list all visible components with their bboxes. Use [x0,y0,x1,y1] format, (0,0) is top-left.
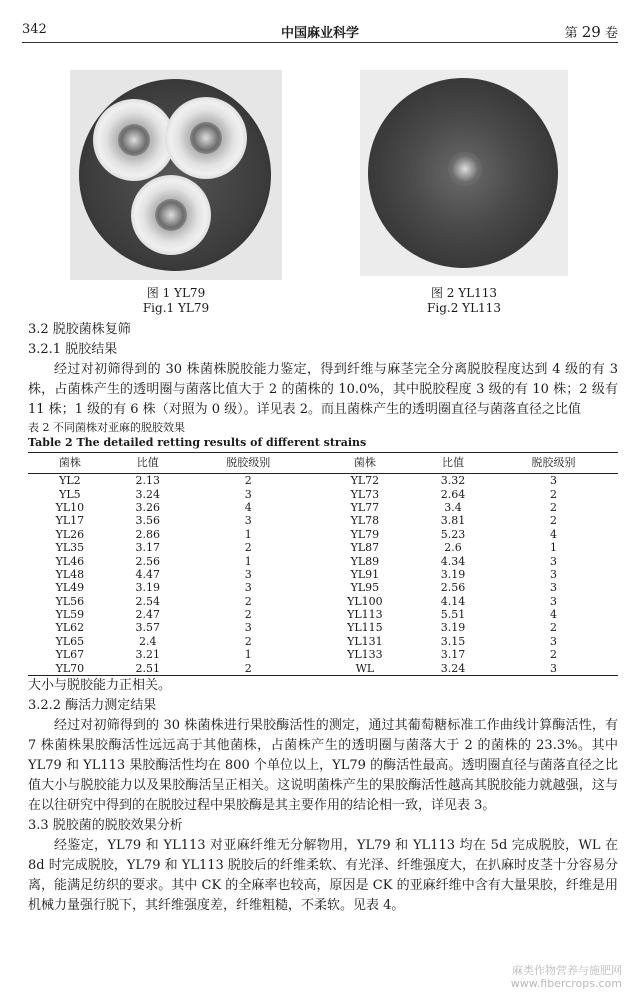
section-heading-3-2: 3.2 脱胶菌株复筛 [28,322,131,337]
table-cell: WL [313,661,417,675]
colony [118,124,150,156]
figure-1-caption [70,286,282,316]
table-row [28,608,618,621]
table-cell: 4.14 [440,594,466,608]
table-caption-cn: 表 2 不同菌株对亚麻的脱胶效果 [28,421,185,434]
table-cell: 2 [244,608,252,622]
figure-1-caption-en: Fig.1 YL79 [142,301,210,315]
table-cell: 3.57 [135,621,160,635]
table-cell: 3.17 [135,541,160,555]
table-cell: YL73 [350,487,380,501]
table-cell: 3.26 [135,500,160,514]
table-row [28,581,618,594]
table-cell: 3.24 [417,661,489,675]
column-header: 比值 [417,453,489,474]
table-cell: 3.24 [135,487,160,501]
figures-row [0,62,640,315]
table-cell: 4.47 [135,567,160,581]
table-cell: 3.17 [440,648,466,662]
table-cell: 4 [549,608,557,622]
table-cell: 3 [549,554,557,568]
table-cell: YL5 [59,487,81,501]
table-row [28,474,618,488]
table-cell: YL87 [350,541,380,555]
paragraph-retting-results: 经过对初筛得到的 30 株菌株脱胶能力鉴定，得到纤维与麻茎完全分离脱胶程度达到 4 级的有 3 株，占菌株产生的透明圈与菌落比值大于 2 的菌株的 10.0%，其中脱胶程度 3 级的有 10 株；2 级有 11 株；1 级的有 6 株（对照为 0 级）。详见表 2。而且菌株产生的透明圈直径与菌落直径之比值 [28,362,618,417]
table-cell: 3.19 [135,581,160,595]
column-header: 比值 [112,453,184,474]
table-cell: 2 [184,661,313,675]
table-cell: 2.86 [135,527,160,541]
table-cell: YL59 [55,608,85,622]
volume-prefix: 第 [564,26,578,41]
table-row [28,487,618,500]
table-cell: 2.47 [135,608,160,622]
table-cell: YL133 [347,648,383,662]
table-cell: 3.81 [440,514,466,528]
table-cell: 3.32 [440,474,466,488]
paragraph-continuation: 大小与脱胶能力正相关。 [28,677,172,693]
table-cell: 3.15 [440,634,466,648]
table-cell: 2.6 [444,541,462,555]
table-cell: YL91 [350,567,380,581]
table-caption-en: Table 2 The detailed retting results of different strains [28,436,367,449]
table-cell: YL46 [55,554,85,568]
journal-title: 中国麻业科学 [280,26,359,41]
paragraph-retting-effect: 经鉴定，YL79 和 YL113 对亚麻纤维无分解物用，YL79 和 YL113 均在 5d 完成脱胶，WL 在 8d 时完成脱胶，YL79 和 YL113 脱胶后的纤维柔软、有光泽、纤维强度大，在扒麻时皮茎十分容易分离，能满足纺织的要求。其中 CK 的全麻率也较高，原因是 CK 的亚麻纤维中含有大量果胶，纤维是用机械力量强行脱下，其纤维强度差，纤维粗糙，不柔软。见表 4。 [28,837,618,913]
table-cell: 2 [549,514,557,528]
watermark [511,964,622,990]
table-cell: 2 [244,474,252,488]
volume-label [565,22,618,41]
table-cell: YL131 [347,634,383,648]
table-cell: 3.19 [440,567,466,581]
table-cell: 3 [244,487,252,501]
section-heading-3-2-1: 3.2.1 脱胶结果 [28,342,118,357]
table-row [28,661,618,675]
table-cell: 3 [244,514,252,528]
table-cell: 2.4 [138,634,157,648]
table-cell: YL72 [350,474,380,488]
table-cell: 4 [549,527,557,541]
table-cell: 2 [549,500,557,514]
table-cell: 3 [549,474,557,488]
petri-dish-2 [368,78,558,268]
section-heading-3-3: 3.3 脱胶菌的脱胶效果分析 [28,817,183,833]
table-cell: 2 [549,487,557,501]
table-cell: 2 [244,634,252,648]
retting-results-table [28,452,618,676]
figure-2-photo [360,70,568,276]
table-cell: YL95 [350,581,380,595]
table-header-row [28,453,618,474]
petri-dish-1 [79,79,271,271]
figure-1-photo [70,70,282,280]
volume-suffix: 卷 [604,26,618,41]
figure-2-caption-cn: 图 2 YL113 [430,286,498,300]
table-cell: 2.51 [112,661,184,675]
article-body [28,320,618,916]
table-cell: 3 [549,594,557,608]
table-row [28,595,618,608]
table-cell: 2.64 [440,487,466,501]
volume-number: 29 [581,23,601,41]
table-cell: YL67 [55,648,85,662]
table-cell: 3 [549,581,557,595]
table-cell: 2 [549,621,557,635]
table-cell: YL2 [59,474,81,488]
table-cell: YL113 [347,608,383,622]
table-body [28,474,618,676]
table-cell: 4 [244,500,252,514]
column-header: 脱胶级别 [489,453,618,474]
paragraph-enzyme-activity: 经过对初筛得到的 30 株菌株进行果胶酶活性的测定，通过其葡萄糖标准工作曲线计算酶活性，有 7 株菌株果胶酶活性远远高于其他菌株，占菌株产生的透明圈与菌落大于 2 的菌株的 23.3%。其中 YL79 和 YL113 果胶酶活性均在 800 个单位以上，YL79 的酶活性最高。透明圈直径与菌落直径之比值大小与脱胶能力以及果胶酶活呈正相关。这说明菌株产生的果胶酶活性越高其脱胶能力就越强，这与在以往研究中得到的在脱胶过程中果胶酶是其主要作用的结论相一致，详见表 3。 [28,717,618,813]
column-header: 脱胶级别 [184,453,313,474]
column-header: 菌株 [313,453,417,474]
watermark-line-2: www.fibercrops.com [510,977,622,990]
table-row [28,501,618,514]
table-cell: 2 [244,541,252,555]
table-cell: 2 [549,648,557,662]
table-row [28,648,618,661]
figure-1-caption-cn: 图 1 YL79 [146,286,206,300]
table-cell: 3 [244,581,252,595]
table-cell: YL78 [350,514,380,528]
table-cell: YL79 [350,527,380,541]
column-header: 菌株 [28,453,112,474]
section-heading-3-2-2: 3.2.2 酶活力测定结果 [28,697,157,713]
table-row [28,568,618,581]
table-cell: 2.56 [135,554,160,568]
table-cell: YL26 [55,527,85,541]
table-cell: YL70 [28,661,112,675]
table-cell: YL77 [350,500,380,514]
table-cell: 5.23 [440,527,466,541]
table-cell: YL35 [55,541,85,555]
table-row [28,554,618,567]
table-row [28,621,618,634]
table-cell: 4.34 [440,554,466,568]
table-cell: 2.54 [135,594,160,608]
table-cell: 3.21 [135,648,160,662]
figure-2-caption-en: Fig.2 YL113 [427,301,501,315]
table-cell: YL49 [55,581,85,595]
running-header [22,20,618,43]
page-number: 342 [22,22,47,37]
watermark-line-1: 麻类作物营养与施肥网 [512,964,622,977]
table-row [28,514,618,527]
table-cell: 2 [244,594,252,608]
table-cell: 3 [549,634,557,648]
colony [190,122,222,154]
table-cell: YL48 [55,567,85,581]
table-cell: YL115 [347,621,383,635]
table-cell: 3 [489,661,618,675]
table-row [28,541,618,554]
table-cell: 3.56 [135,514,160,528]
table-row [28,528,618,541]
table-cell: 5.51 [440,608,466,622]
table-cell: 2.13 [135,474,160,488]
colony [155,199,187,231]
table-row [28,635,618,648]
table-cell: YL10 [55,500,85,514]
table-cell: 1 [549,541,557,555]
table-cell: YL65 [55,634,85,648]
table-cell: YL89 [350,554,380,568]
table-cell: 3.19 [440,621,466,635]
table-cell: 1 [244,554,252,568]
table-cell: YL17 [55,514,85,528]
table-cell: 3 [549,567,557,581]
table-cell: 1 [244,527,252,541]
table-cell: 3 [244,621,252,635]
figure-2-caption [360,286,568,316]
table-cell: 2.56 [440,581,466,595]
table-cell: YL56 [55,594,85,608]
colony [448,152,482,186]
table-cell: 3.4 [444,500,462,514]
table-cell: YL100 [347,594,383,608]
table-cell: 1 [244,648,252,662]
table-cell: YL62 [55,621,85,635]
table-cell: 3 [244,567,252,581]
